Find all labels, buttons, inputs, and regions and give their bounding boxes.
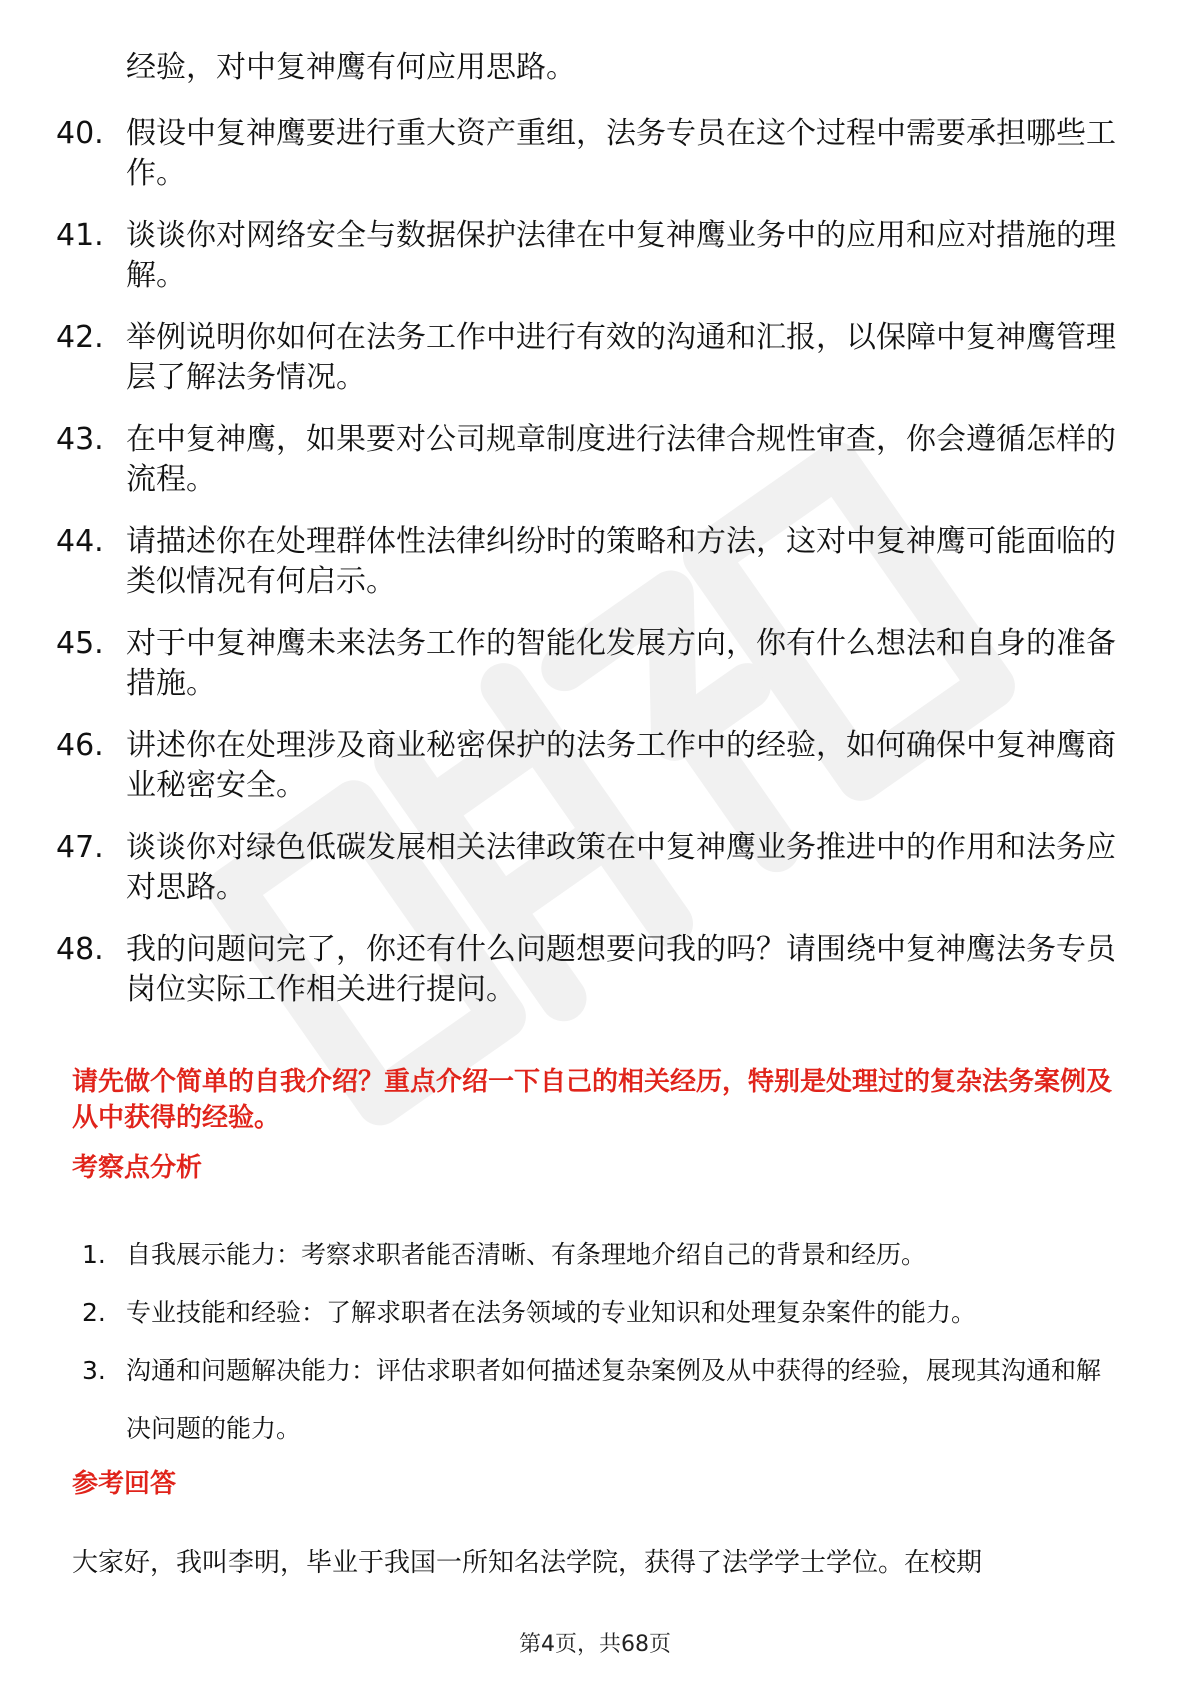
- analysis-point-list: [72, 1226, 1122, 1458]
- question-number: 48.: [56, 932, 104, 967]
- list-item: [56, 828, 1126, 930]
- point-text: 沟通和问题解决能力：评估求职者如何描述复杂案例及从中获得的经验，展现其沟通和解决问题的能力。: [126, 1356, 1102, 1443]
- question-text: 对于中复神鹰未来法务工作的智能化发展方向，你有什么想法和自身的准备措施。: [126, 626, 1116, 701]
- question-text: 谈谈你对绿色低碳发展相关法律政策在中复神鹰业务推进中的作用和法务应对思路。: [126, 830, 1116, 905]
- list-item: [56, 114, 1126, 216]
- question-text: 假设中复神鹰要进行重大资产重组，法务专员在这个过程中需要承担哪些工作。: [126, 116, 1116, 191]
- question-text: 讲述你在处理涉及商业秘密保护的法务工作中的经验，如何确保中复神鹰商业秘密安全。: [126, 728, 1116, 803]
- continuation-text: 经验，对中复神鹰有何应用思路。: [126, 50, 576, 85]
- answer-text: 大家好，我叫李明，毕业于我国一所知名法学院，获得了法学学士学位。在校期: [72, 1548, 983, 1578]
- list-item: [56, 930, 1126, 1032]
- list-item: [56, 318, 1126, 420]
- list-item: [56, 420, 1126, 522]
- highlight-question: 请先做个简单的自我介绍？重点介绍一下自己的相关经历，特别是处理过的复杂法务案例及从中获得的经验。: [72, 1067, 1113, 1133]
- question-text: 在中复神鹰，如果要对公司规章制度进行法律合规性审查，你会遵循怎样的流程。: [126, 422, 1116, 497]
- point-text: 专业技能和经验：了解求职者在法务领域的专业知识和处理复杂案件的能力。: [126, 1298, 977, 1327]
- page-footer: 第4页，共68页: [519, 1632, 671, 1657]
- list-item: [72, 1342, 1122, 1458]
- question-number: 45.: [56, 626, 104, 661]
- question-list: [56, 114, 1126, 1032]
- question-text: 我的问题问完了，你还有什么问题想要问我的吗？请围绕中复神鹰法务专员岗位实际工作相关进行提问。: [126, 932, 1116, 1007]
- list-item: [56, 726, 1126, 828]
- list-item: [72, 1284, 1122, 1342]
- answer-heading: 参考回答: [72, 1469, 177, 1499]
- list-item: [56, 216, 1126, 318]
- question-number: 40.: [56, 116, 104, 151]
- question-number: 42.: [56, 320, 104, 355]
- question-text: 举例说明你如何在法务工作中进行有效的沟通和汇报，以保障中复神鹰管理层了解法务情况。: [126, 320, 1116, 395]
- question-number: 47.: [56, 830, 104, 865]
- question-number: 43.: [56, 422, 104, 457]
- list-item: [56, 522, 1126, 624]
- question-text: 请描述你在处理群体性法律纠纷时的策略和方法，这对中复神鹰可能面临的类似情况有何启示。: [126, 524, 1116, 599]
- question-number: 41.: [56, 218, 104, 253]
- question-text: 谈谈你对网络安全与数据保护法律在中复神鹰业务中的应用和应对措施的理解。: [126, 218, 1116, 293]
- point-number: 2.: [82, 1298, 106, 1327]
- analysis-heading: 考察点分析: [72, 1153, 203, 1183]
- question-number: 46.: [56, 728, 104, 763]
- point-number: 1.: [82, 1240, 106, 1269]
- list-item: [72, 1226, 1122, 1284]
- question-number: 44.: [56, 524, 104, 559]
- point-number: 3.: [82, 1356, 106, 1385]
- list-item: [56, 624, 1126, 726]
- point-text: 自我展示能力：考察求职者能否清晰、有条理地介绍自己的背景和经历。: [126, 1240, 927, 1269]
